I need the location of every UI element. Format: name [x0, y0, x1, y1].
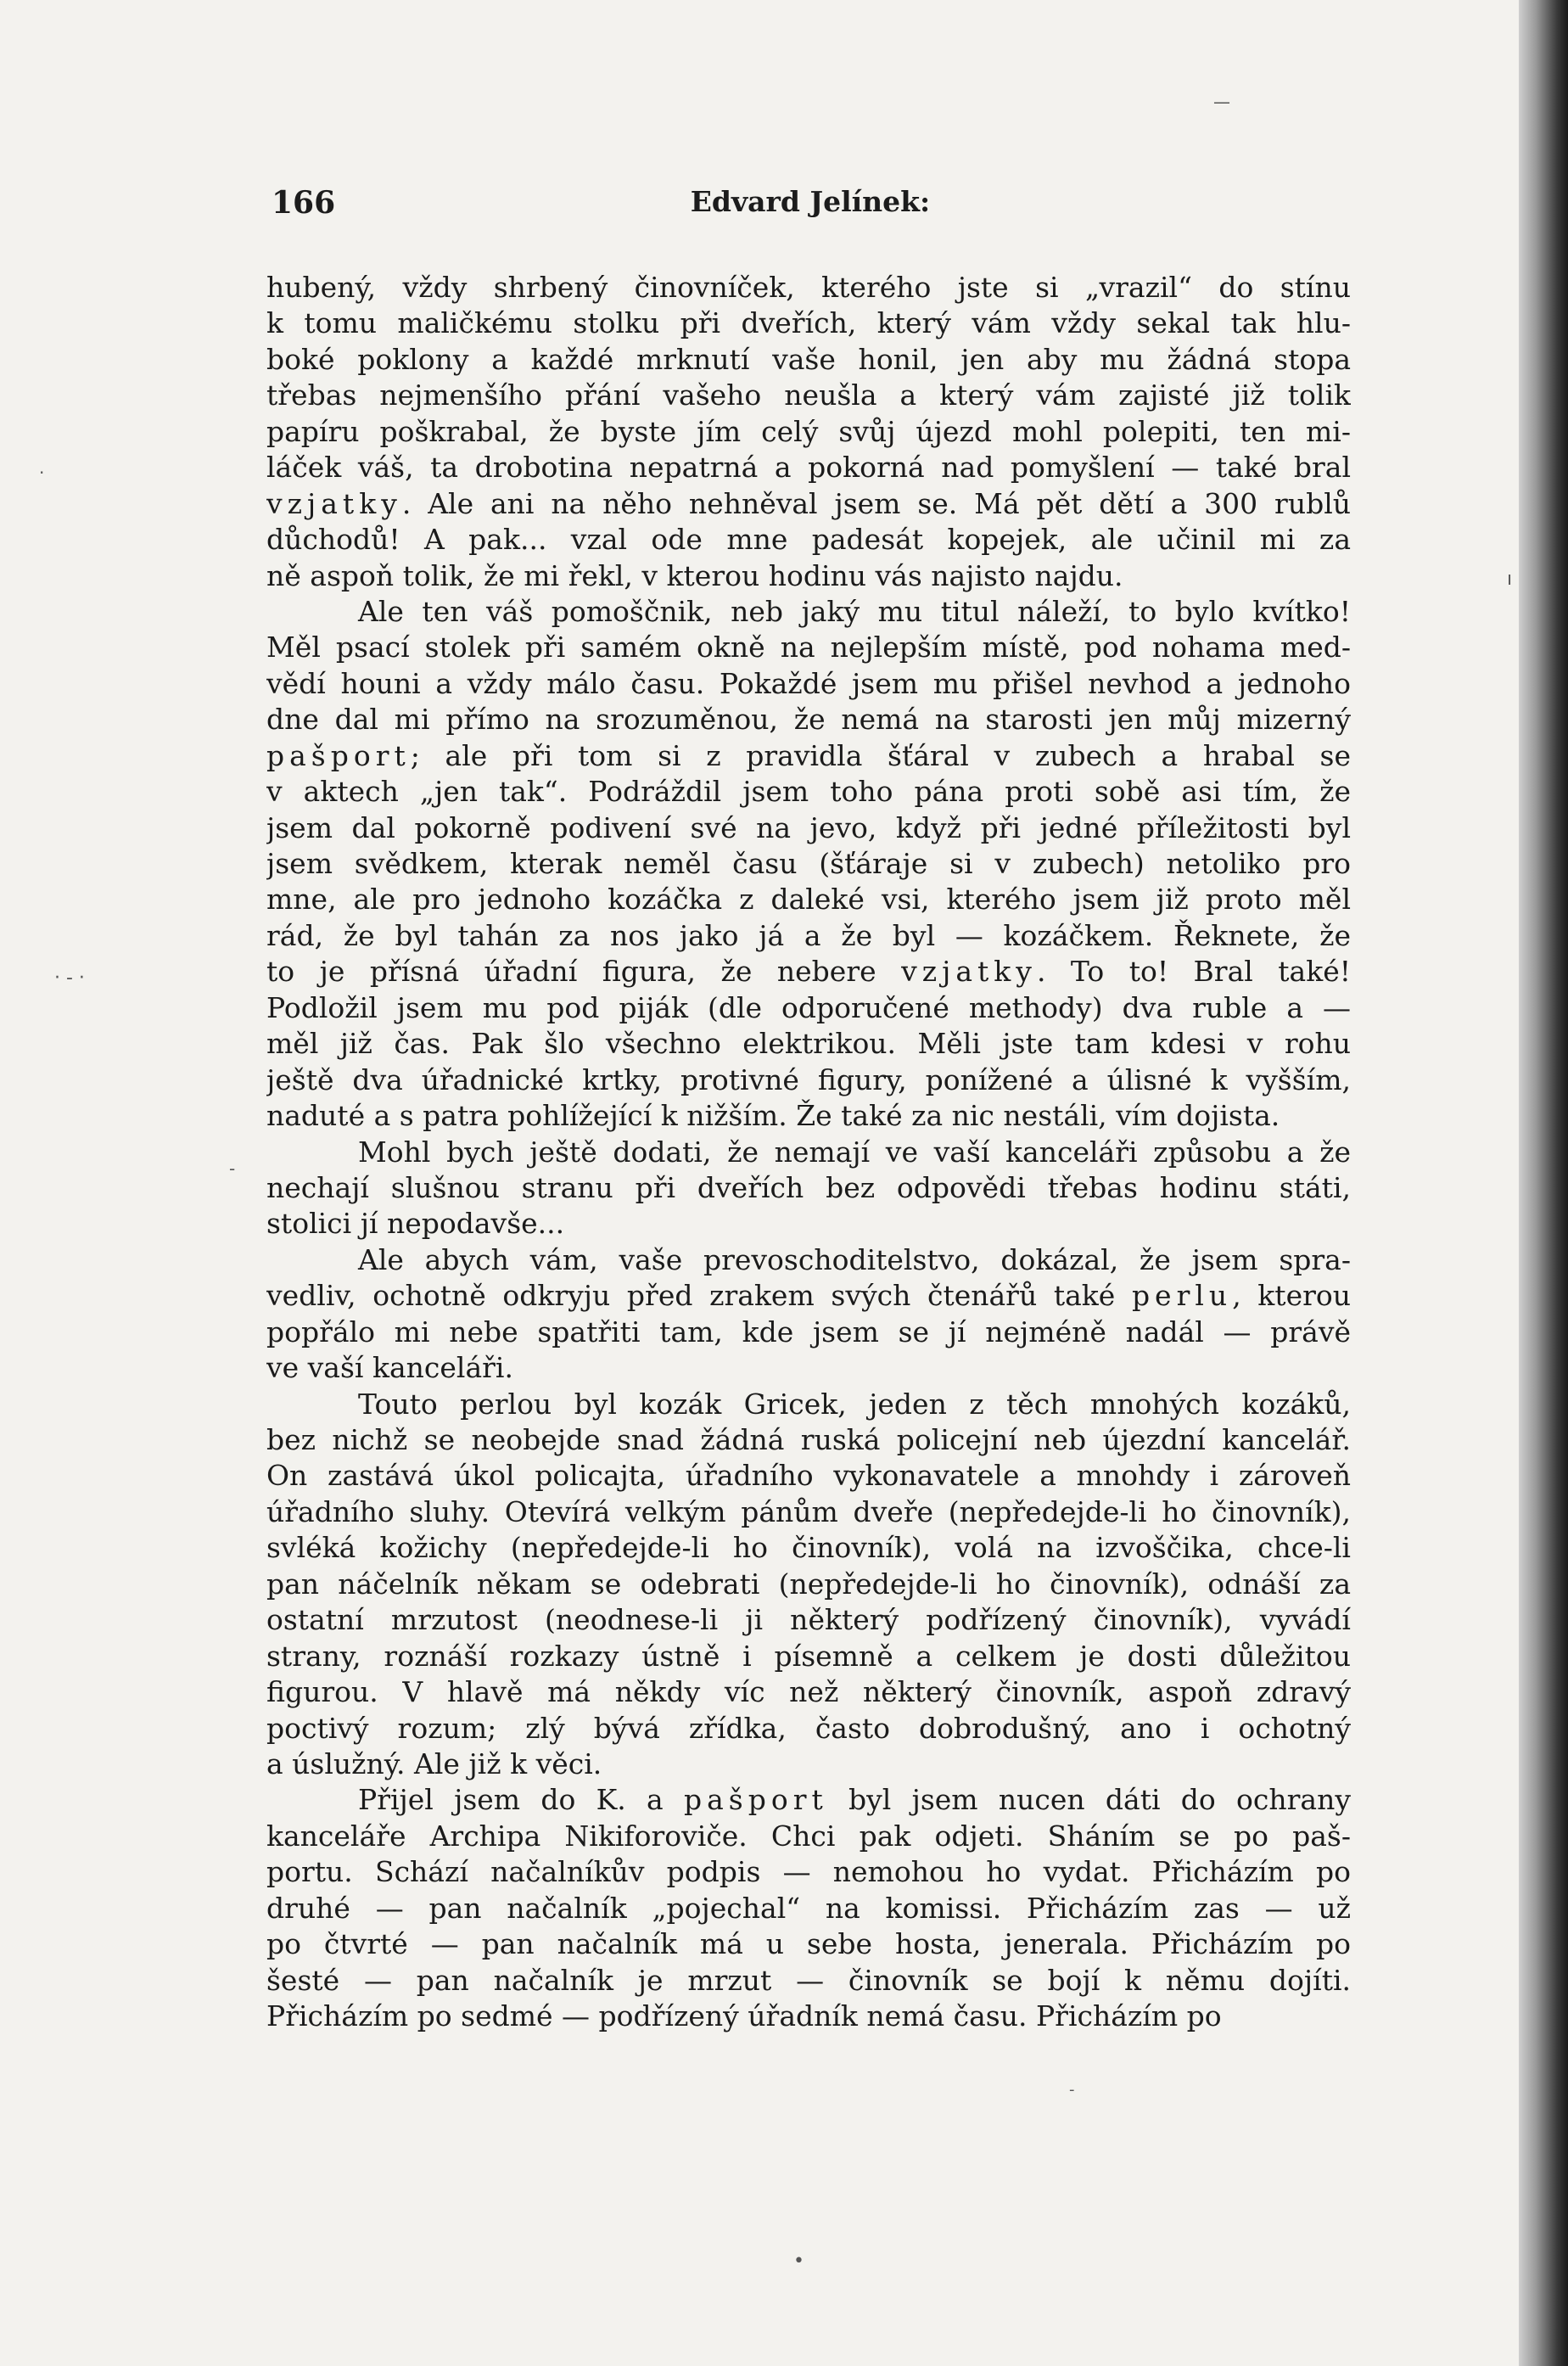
text-line: nechají slušnou stranu při dveřích bez odpovědi třebas hodinu státi,	[266, 1170, 1351, 1204]
text-line: po čtvrté — pan načalník má u sebe hosta, jenerala. Přicházím po	[266, 1927, 1351, 1961]
page-edge	[1519, 0, 1568, 2366]
running-title: Edvard Jelínek:	[690, 185, 931, 218]
text-line: k tomu maličkému stolku při dveřích, který vám vždy sekal tak hlu-	[266, 306, 1351, 340]
text-line: to je přísná úřadní figura, že nebere vzjatky. To to! Bral také!	[266, 955, 1351, 989]
text-line: figurou. V hlavě má někdy víc než některý činovník, aspoň zdravý	[266, 1675, 1351, 1709]
paragraph	[266, 1782, 1351, 2034]
page-number: 166	[272, 185, 336, 221]
body-text	[266, 270, 1351, 2034]
paragraph	[266, 1387, 1351, 1783]
text-line: stolici jí nepodavše...	[266, 1207, 565, 1241]
text-line: bez nichž se neobejde snad žádná ruská policejní neb újezdní kancelář.	[266, 1423, 1351, 1456]
text-line: jsem dal pokorně podivení své na jevo, když při jedné příležitosti byl	[266, 810, 1351, 844]
text-line: ještě dva úřadnické krtky, protivné figury, ponížené a úlisné k vyšším,	[266, 1062, 1351, 1096]
text-line: důchodů! A pak... vzal ode mne padesát kopejek, ale učinil mi za	[266, 523, 1351, 557]
text-line: dne dal mi přímo na srozuměnou, že nemá na starosti jen můj mizerný	[266, 703, 1351, 737]
text-line: On zastává úkol policajta, úřadního vykonavatele a mnohdy i zároveň	[266, 1459, 1351, 1493]
scan-speck: —	[1213, 92, 1230, 112]
text-line: druhé — pan načalník „pojechal“ na komissi. Přicházím zas — už	[266, 1891, 1351, 1925]
text-line: vzjatky. Ale ani na něho nehněval jsem se. Má pět dětí a 300 rublů	[266, 486, 1351, 520]
text-line: vědí houni a vždy málo času. Pokaždé jsem mu přišel nevhod a jednoho	[266, 666, 1351, 700]
text-line: šesté — pan načalník je mrzut — činovník se bojí k němu dojíti.	[266, 1963, 1351, 1997]
text-line: vedliv, ochotně odkryju před zrakem svých čtenářů také perlu, kterou	[266, 1279, 1351, 1313]
text-line: naduté a s patra pohlížející k nižším. Že také za nic nestáli, vím dojista.	[266, 1099, 1280, 1133]
text-line: poctivý rozum; zlý bývá zřídka, často dobrodušný, ano i ochotný	[266, 1711, 1351, 1745]
scan-speck: -	[1069, 2081, 1075, 2099]
text-line: ostatní mrzutost (neodnese-li ji některý podřízený činovník), vyvádí	[266, 1603, 1351, 1637]
text-line: láček váš, ta drobotina nepatrná a pokorná nad pomyšlení — také bral	[266, 451, 1351, 485]
paragraph	[266, 270, 1351, 594]
text-line: rád, že byl tahán za nos jako já a že byl — kozáčkem. Řeknete, že	[266, 918, 1351, 952]
text-line: Podložil jsem mu pod piják (dle odporučené methody) dva ruble a —	[266, 990, 1351, 1024]
text-line: strany, roznáší rozkazy ústně i písemně a celkem je dosti důležitou	[266, 1639, 1351, 1673]
text-line: Přicházím po sedmé — podřízený úřadník nemá času. Přicházím po	[266, 1999, 1222, 2032]
text-line: Mohl bych ještě dodati, že nemají ve vaší kanceláři způsobu a že	[358, 1135, 1351, 1169]
text-line: boké poklony a každé mrknutí vaše honil, jen aby mu žádná stopa	[266, 342, 1351, 376]
scan-speck: -	[229, 1158, 236, 1179]
text-line: papíru poškrabal, že byste jím celý svůj újezd mohl polepiti, ten mi-	[266, 414, 1351, 448]
scan-speck: •	[793, 2251, 804, 2272]
scan-speck: ·	[39, 463, 45, 483]
scan-speck: · - ·	[54, 967, 85, 989]
text-line: Ale ten váš pomoščnik, neb jaký mu titul náleží, to bylo kvítko!	[358, 594, 1351, 628]
paragraph	[266, 1242, 1351, 1387]
text-line: portu. Schází načalníkův podpis — nemohou ho vydat. Přicházím po	[266, 1855, 1351, 1889]
paragraph	[266, 1135, 1351, 1242]
text-line: mne, ale pro jednoho kozáčka z daleké vsi, kterého jsem již proto měl	[266, 883, 1351, 917]
text-line: pan náčelník někam se odebrati (nepředejde-li ho činovník), odnáší za	[266, 1567, 1351, 1601]
scan-speck: ı	[1507, 569, 1513, 590]
text-line: Přijel jsem do K. a pašport byl jsem nucen dáti do ochrany	[358, 1783, 1351, 1817]
paragraph	[266, 594, 1351, 1135]
text-line: třebas nejmenšího přání vašeho neušla a který vám zajisté již tolik	[266, 378, 1351, 412]
text-line: kanceláře Archipa Nikiforoviče. Chci pak odjeti. Sháním se po paš-	[266, 1819, 1351, 1853]
text-line: úřadního sluhy. Otevírá velkým pánům dveře (nepředejde-li ho činovník),	[266, 1494, 1351, 1528]
text-line: v aktech „jen tak“. Podráždil jsem toho pána proti sobě asi tím, že	[266, 775, 1351, 809]
page-header	[272, 185, 1349, 222]
text-line: jsem svědkem, kterak neměl času (šťáraje si v zubech) netoliko pro	[266, 847, 1351, 880]
text-line: měl již čas. Pak šlo všechno elektrikou. Měli jste tam kdesi v rohu	[266, 1027, 1351, 1061]
text-line: hubený, vždy shrbený činovníček, kterého jste si „vrazil“ do stínu	[266, 271, 1351, 304]
text-line: Měl psací stolek při samém okně na nejlepším místě, pod nohama med-	[266, 631, 1351, 664]
text-line: Touto perlou byl kozák Gricek, jeden z těch mnohých kozáků,	[358, 1387, 1351, 1421]
text-line: popřálo mi nebe spatřiti tam, kde jsem se jí nejméně nadál — právě	[266, 1315, 1351, 1348]
text-line: a úslužný. Ale již k věci.	[266, 1746, 602, 1780]
text-line: ve vaší kanceláři.	[266, 1351, 513, 1385]
text-line: ně aspoň tolik, že mi řekl, v kterou hodinu vás najisto najdu.	[266, 558, 1123, 592]
text-line: pašport; ale při tom si z pravidla šťáral v zubech a hrabal se	[266, 738, 1351, 772]
text-line: svléká kožichy (nepředejde-li ho činovník), volá na izvoščika, chce-li	[266, 1531, 1351, 1565]
text-line: Ale abych vám, vaše prevoschoditelstvo, dokázal, že jsem spra-	[358, 1242, 1351, 1276]
